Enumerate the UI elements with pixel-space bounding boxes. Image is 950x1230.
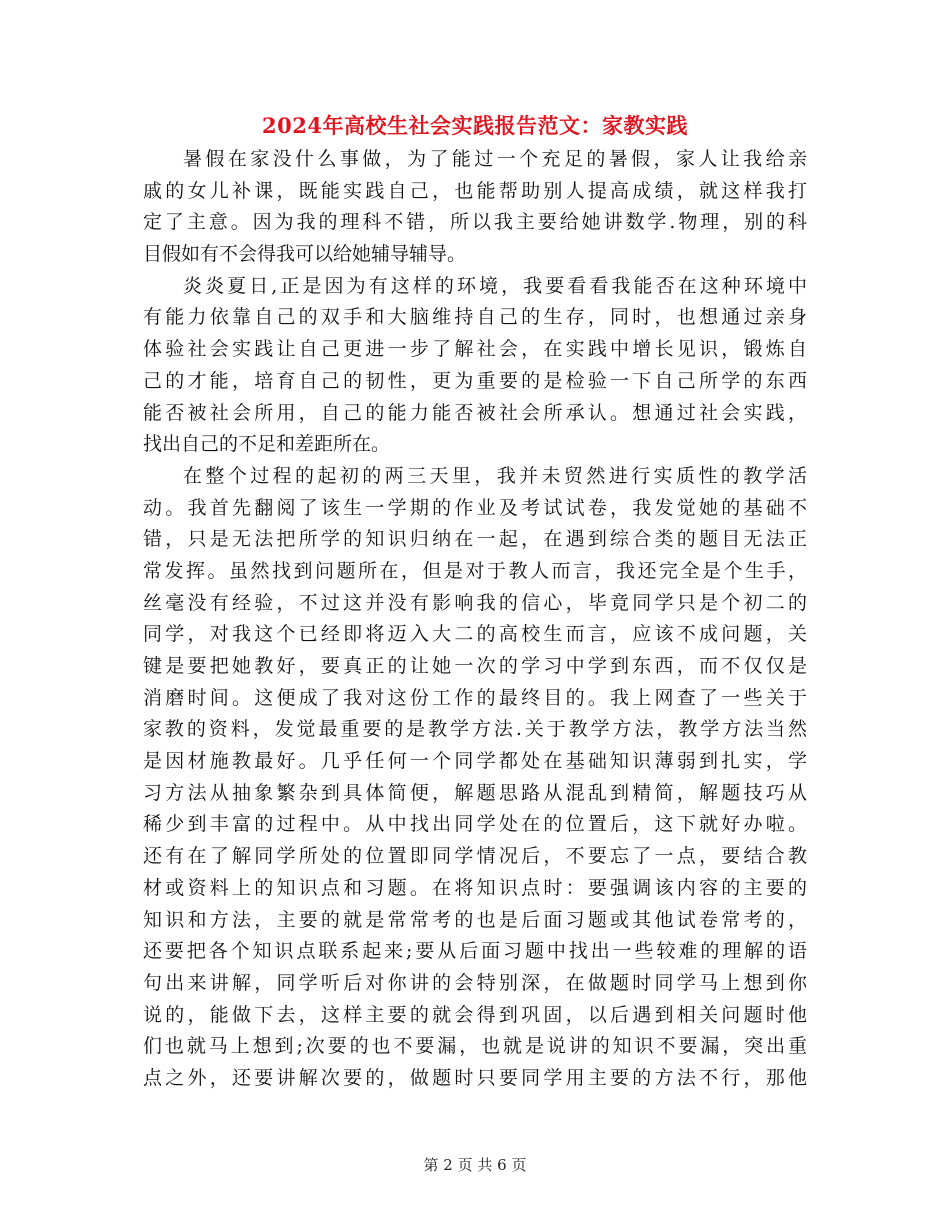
text-line: 键是要把她教好，要真正的让她一次的学习中学到东西，而不仅仅是 bbox=[143, 655, 807, 677]
text-line: 们也就马上想到;次要的也不要漏，也就是说讲的知识不要漏，突出重 bbox=[143, 1035, 807, 1058]
text-line: 丝毫没有经验，不过这并没有影响我的信心，毕竟同学只是个初二的 bbox=[143, 591, 807, 614]
text-line: 材或资料上的知识点和习题。在将知识点时：要强调该内容的主要的 bbox=[143, 876, 807, 899]
text-line: 点之外，还要讲解次要的，做题时只要同学用主要的方法不行，那他 bbox=[143, 1066, 807, 1089]
text-line: 找出自己的不足和差距所在。 bbox=[143, 433, 391, 456]
text-line: 有能力依靠自己的双手和大脑维持自己的生存，同时，也想通过亲身 bbox=[143, 306, 807, 329]
text-line: 动。我首先翻阅了该生一学期的作业及考试试卷，我发觉她的基础不 bbox=[143, 496, 807, 519]
page-footer: 第 2 页 共 6 页 bbox=[423, 1156, 527, 1174]
text-line: 同学，对我这个已经即将迈入大二的高校生而言，应该不成问题，关 bbox=[143, 623, 807, 646]
text-line: 知识和方法，主要的就是常常考的也是后面习题或其他试卷常考的， bbox=[143, 908, 807, 931]
text-line: 还要把各个知识点联系起来;要从后面习题中找出一些较难的理解的语 bbox=[143, 940, 807, 963]
text-line: 能否被社会所用，自己的能力能否被社会所承认。想通过社会实践， bbox=[143, 401, 807, 424]
text-line: 戚的女儿补课，既能实践自己，也能帮助别人提高成绩，就这样我打 bbox=[143, 179, 807, 202]
text-line: 消磨时间。这便成了我对这份工作的最终目的。我上网查了一些关于 bbox=[143, 686, 807, 709]
text-line: 定了主意。因为我的理科不错，所以我主要给她讲数学.物理，别的科 bbox=[143, 211, 807, 234]
text-line: 家教的资料，发觉最重要的是教学方法.关于教学方法，教学方法当然 bbox=[143, 718, 807, 741]
document-title: 2024年高校生社会实践报告范文：家教实践 bbox=[262, 113, 688, 138]
text-line: 说的，能做下去，这样主要的就会得到巩固，以后遇到相关问题时他 bbox=[143, 1003, 807, 1026]
text-line: 习方法从抽象繁杂到具体简便，解题思路从混乱到精简，解题技巧从 bbox=[143, 781, 807, 804]
text-line: 错，只是无法把所学的知识归纳在一起，在遇到综合类的题目无法正 bbox=[143, 528, 807, 551]
text-line: 常发挥。虽然找到问题所在，但是对于教人而言，我还完全是个生手， bbox=[143, 559, 807, 582]
text-line: 目假如有不会得我可以给她辅导辅导。 bbox=[143, 243, 467, 266]
text-line: 体验社会实践让自己更进一步了解社会，在实践中增长见识，锻炼自 bbox=[143, 338, 807, 361]
text-line: 是因材施教最好。几乎任何一个同学都处在基础知识薄弱到扎实，学 bbox=[143, 750, 807, 773]
text-line: 炎炎夏日,正是因为有这样的环境，我要看看我能否在这种环境中 bbox=[183, 274, 807, 297]
text-line: 句出来讲解，同学听后对你讲的会特别深，在做题时同学马上想到你 bbox=[143, 971, 807, 994]
document-body bbox=[143, 144, 807, 1095]
text-line: 在整个过程的起初的两三天里，我并未贸然进行实质性的教学活 bbox=[183, 464, 807, 487]
text-line: 己的才能，培育自己的韧性，更为重要的是检验一下自己所学的东西 bbox=[143, 369, 807, 392]
text-line: 还有在了解同学所处的位置即同学情况后，不要忘了一点，要结合教 bbox=[143, 845, 807, 868]
text-line: 暑假在家没什么事做，为了能过一个充足的暑假，家人让我给亲 bbox=[183, 148, 807, 170]
text-line: 稀少到丰富的过程中。从中找出同学处在的位置后，这下就好办啦。 bbox=[143, 813, 807, 836]
